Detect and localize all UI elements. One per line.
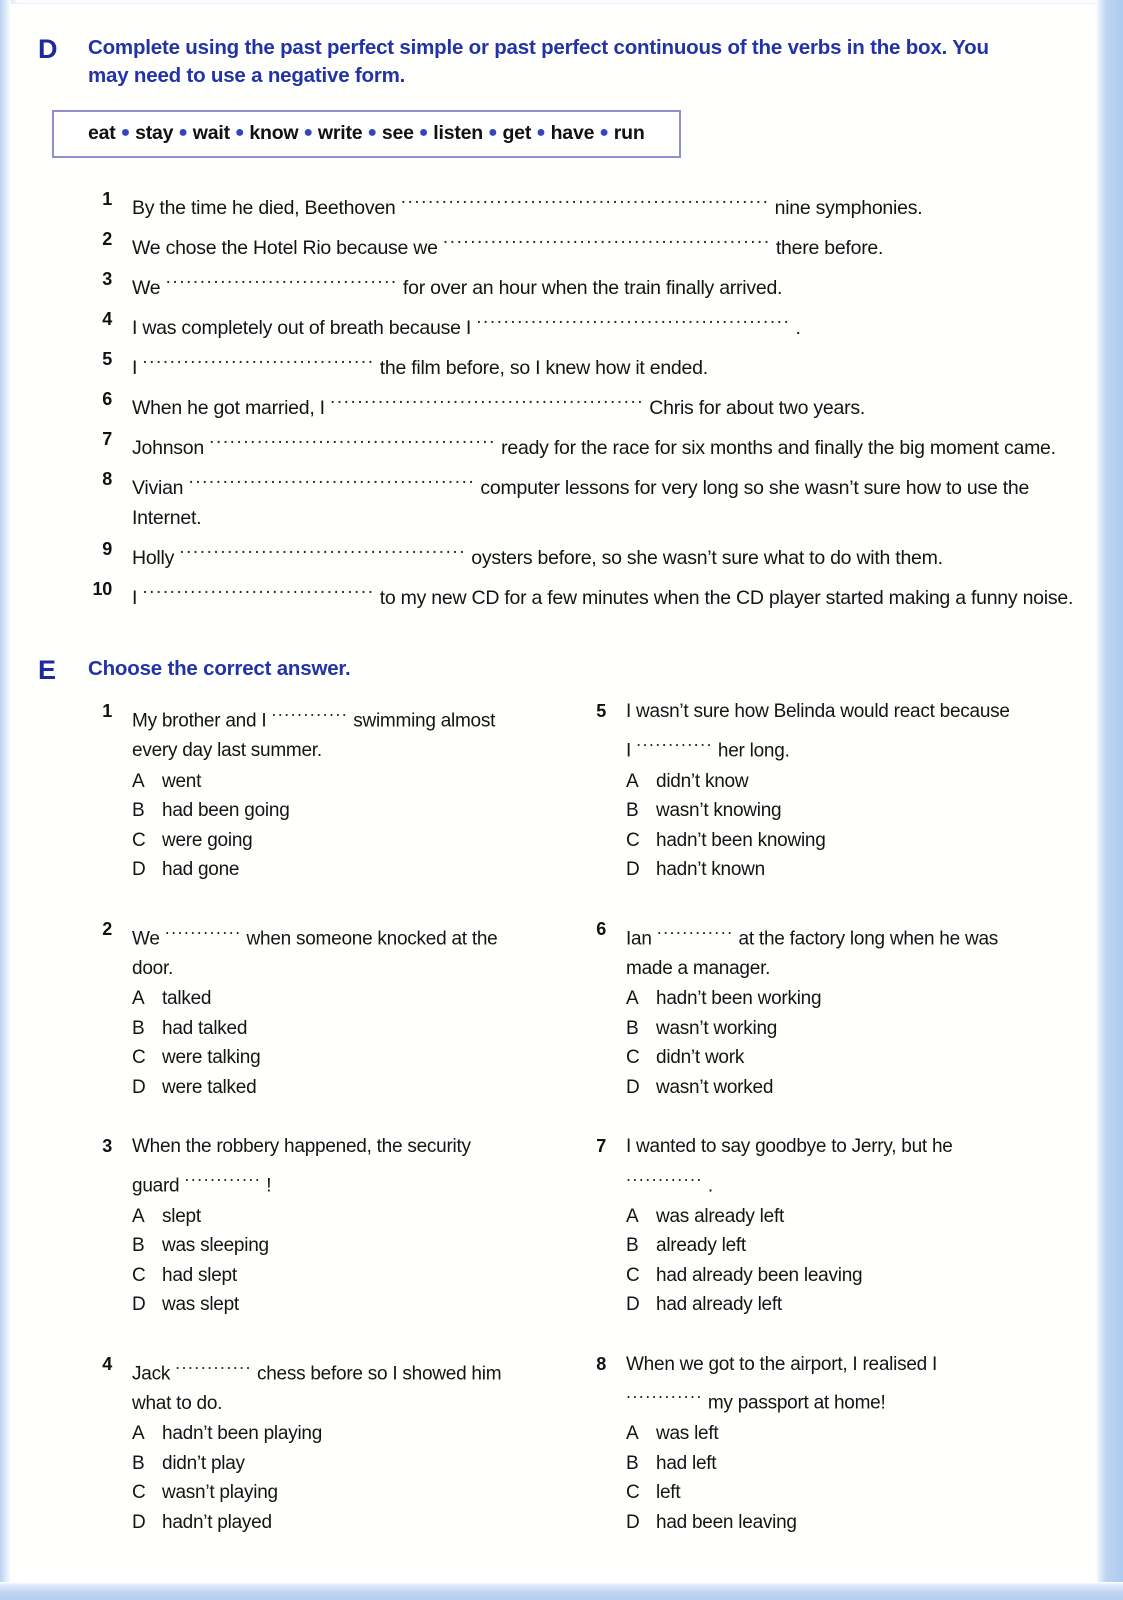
word-bank-separator-icon: ● <box>234 124 245 141</box>
item-number: 1 <box>102 189 112 209</box>
answer-blank[interactable]: .......................................... <box>209 427 496 448</box>
gap-fill-item <box>10 424 1096 463</box>
word-bank-item: see <box>381 122 414 144</box>
stem-text-after: when someone knocked at the door. <box>132 928 498 979</box>
mc-question <box>10 1132 510 1320</box>
item-text-before: By the time he died, Beethoven <box>132 197 401 219</box>
word-bank <box>52 110 681 158</box>
item-text-after: Chris for about two years. <box>644 397 865 419</box>
word-bank-separator-icon: ● <box>367 124 377 141</box>
page-left-edge <box>0 0 11 1600</box>
answer-blank[interactable]: ............ <box>175 1352 252 1373</box>
mc-option[interactable] <box>626 1014 1010 1044</box>
mc-option[interactable] <box>626 1290 1010 1320</box>
option-text: wasn’t working <box>656 1017 778 1039</box>
stem-text-before: When we got to the airport, I realised I <box>626 1353 938 1375</box>
option-letter: D <box>626 859 640 880</box>
item-number: 10 <box>92 579 112 599</box>
mc-question <box>510 1132 1010 1320</box>
mc-option[interactable] <box>626 1449 1010 1479</box>
word-bank-separator-icon: ● <box>488 124 498 141</box>
gap-fill-item <box>10 384 1096 423</box>
page-bottom-edge <box>0 1582 1123 1600</box>
option-text: hadn’t been playing <box>162 1423 323 1444</box>
mc-option[interactable] <box>626 1043 1010 1073</box>
option-text: wasn’t playing <box>162 1482 278 1503</box>
option-text: didn’t know <box>656 770 749 792</box>
question-stem <box>132 1350 510 1419</box>
option-letter: A <box>626 1423 639 1444</box>
question-stem <box>626 1350 1010 1419</box>
mc-option[interactable] <box>626 855 1010 885</box>
option-text: were talking <box>162 1047 261 1068</box>
item-number: 9 <box>102 539 112 559</box>
mc-question <box>510 915 1010 1103</box>
mc-option[interactable] <box>626 1073 1010 1103</box>
item-text-after: to my new CD for a few minutes when the CD player started making a funny noise. <box>374 587 1074 609</box>
gap-fill-item <box>10 224 1096 263</box>
stem-text-before: My brother and I <box>132 710 272 732</box>
stem-text-after: . <box>702 1175 713 1196</box>
word-bank-separator-icon: ● <box>536 124 546 141</box>
gap-fill-item <box>10 304 1096 343</box>
section-e-letter: E <box>38 655 56 685</box>
option-letter: C <box>626 1264 640 1286</box>
mc-option[interactable] <box>132 1508 510 1538</box>
option-text: wasn’t knowing <box>656 800 782 821</box>
answer-blank[interactable]: ............ <box>626 1164 703 1185</box>
option-letter: C <box>132 1264 146 1286</box>
mc-option[interactable] <box>132 796 510 826</box>
word-bank-item: know <box>249 122 299 144</box>
stem-text-before: We <box>132 928 165 949</box>
item-text-before: I was completely out of breath because I <box>132 317 477 339</box>
question-stem <box>626 1132 1010 1201</box>
option-text: didn’t work <box>656 1047 745 1068</box>
option-text: was slept <box>162 1294 239 1315</box>
stem-text-after: her long. <box>712 740 790 761</box>
paper-sheet <box>10 4 1096 1596</box>
word-bank-item: have <box>550 122 595 144</box>
item-text-before: Vivian <box>132 477 189 499</box>
mc-option[interactable] <box>132 1478 510 1508</box>
word-bank-separator-icon: ● <box>599 124 609 141</box>
option-letter: D <box>626 1294 640 1315</box>
mc-option[interactable] <box>626 1202 1010 1232</box>
item-text-after: . <box>790 317 801 339</box>
mc-question <box>10 1350 510 1538</box>
word-bank-item: get <box>502 122 532 144</box>
item-text-after: computer lessons for very long so she wasn’t sure how to use the Internet. <box>132 477 1030 529</box>
option-letter: C <box>132 829 146 851</box>
word-bank-item: wait <box>192 122 230 144</box>
option-text: wasn’t worked <box>656 1076 774 1098</box>
section-d-item-list <box>10 184 1096 613</box>
mc-question <box>510 697 1010 885</box>
item-number: 4 <box>102 309 112 329</box>
option-text: had already left <box>656 1294 782 1315</box>
section-d <box>10 34 1096 90</box>
item-text-before: Johnson <box>132 437 210 459</box>
word-bank-item: listen <box>433 122 483 144</box>
answer-blank[interactable]: .......................................... <box>188 467 476 488</box>
gap-fill-item <box>10 184 1096 223</box>
answer-blank[interactable]: ............ <box>271 700 349 720</box>
option-letter: D <box>132 1294 146 1315</box>
stem-text-after: swimming almost every day last summer. <box>132 710 496 761</box>
option-text: was already left <box>656 1205 785 1227</box>
item-text-after: oysters before, so she wasn’t sure what to do with them. <box>466 547 943 569</box>
mc-option[interactable] <box>132 1290 510 1320</box>
option-text: talked <box>162 988 212 1009</box>
option-letter: C <box>626 829 640 851</box>
answer-blank[interactable]: ............ <box>184 1164 262 1185</box>
option-text: had talked <box>162 1017 248 1039</box>
mc-question <box>510 1350 1010 1538</box>
mc-option[interactable] <box>626 796 1010 826</box>
answer-blank[interactable]: .................................. <box>142 347 375 368</box>
mc-option[interactable] <box>626 1261 1010 1291</box>
item-number: 8 <box>102 469 112 489</box>
item-text-before: We <box>132 277 166 299</box>
gap-fill-item <box>10 464 1096 533</box>
option-letter: D <box>132 1076 146 1098</box>
mc-option[interactable] <box>626 767 1010 797</box>
answer-blank[interactable]: .............................................. <box>330 387 645 408</box>
option-letter: A <box>132 770 145 792</box>
option-letter: B <box>626 1235 639 1256</box>
word-bank-separator-icon: ● <box>418 124 429 141</box>
worksheet-content <box>10 4 1096 1567</box>
question-stem <box>626 915 1010 984</box>
option-text: hadn’t played <box>162 1511 272 1533</box>
option-text: slept <box>162 1205 201 1227</box>
mc-option[interactable] <box>132 1202 510 1232</box>
item-number: 7 <box>102 429 112 449</box>
option-text: went <box>162 770 202 792</box>
page-right-edge <box>1096 0 1123 1600</box>
mc-option[interactable] <box>132 1043 510 1073</box>
item-number: 6 <box>102 389 112 409</box>
option-text: hadn’t been knowing <box>656 829 826 851</box>
option-text: didn’t play <box>162 1452 245 1474</box>
word-bank-item: eat <box>88 122 116 144</box>
mc-option[interactable] <box>132 855 510 885</box>
option-letter: B <box>626 1452 639 1474</box>
option-text: left <box>656 1482 681 1503</box>
question-number: 8 <box>596 1353 606 1374</box>
option-letter: C <box>626 1482 640 1503</box>
option-text: had already been leaving <box>656 1264 863 1286</box>
option-text: had gone <box>162 859 240 880</box>
question-number: 3 <box>102 1136 112 1156</box>
question-stem <box>132 697 510 766</box>
answer-blank[interactable]: .................................. <box>165 267 398 288</box>
item-text-after: for over an hour when the train finally arrived. <box>397 277 783 299</box>
item-number: 3 <box>102 269 112 289</box>
answer-blank[interactable]: ...................................................... <box>400 187 770 208</box>
question-number: 6 <box>596 918 606 939</box>
word-bank-separator-icon: ● <box>120 124 131 141</box>
word-bank-item: run <box>613 122 645 144</box>
item-text-after: ready for the race for six months and finally the big moment came. <box>495 437 1056 459</box>
mc-option[interactable] <box>132 984 510 1014</box>
gap-fill-item <box>10 574 1096 613</box>
stem-text-before: Ian <box>626 928 657 949</box>
mc-question <box>10 915 510 1103</box>
option-text: had been going <box>162 800 290 821</box>
option-letter: D <box>132 859 146 880</box>
question-number: 1 <box>102 701 112 721</box>
option-letter: B <box>132 1452 145 1474</box>
gap-fill-item <box>10 344 1096 383</box>
section-e-instruction: Choose the correct answer. <box>88 657 351 680</box>
mc-option[interactable] <box>132 1419 510 1449</box>
option-text: had left <box>656 1452 717 1474</box>
option-letter: B <box>132 1017 145 1039</box>
option-text: were talked <box>162 1076 257 1098</box>
answer-blank[interactable]: ............ <box>636 729 713 750</box>
option-letter: D <box>626 1511 640 1533</box>
mc-column-left <box>10 697 510 1567</box>
option-letter: A <box>626 1205 639 1227</box>
mc-option[interactable] <box>626 1419 1010 1449</box>
section-d-instruction: Complete using the past perfect simple or past perfect continuous of the verbs in the box. You may need to use a negative form. <box>88 36 989 87</box>
stem-text-before: I wanted to say goodbye to Jerry, but he <box>626 1136 953 1157</box>
option-letter: D <box>626 1076 640 1098</box>
answer-blank[interactable]: ................................................ <box>442 227 771 248</box>
option-letter: B <box>626 1017 639 1039</box>
option-letter: C <box>626 1047 640 1068</box>
item-text-before: I <box>132 587 143 609</box>
mc-option[interactable] <box>626 826 1010 856</box>
stem-text-before: I wasn’t sure how Belinda would react because I <box>626 701 1010 761</box>
mc-column-right <box>510 697 1010 1567</box>
word-bank-item: write <box>317 122 363 144</box>
option-text: was left <box>656 1423 719 1444</box>
answer-blank[interactable]: .......................................... <box>179 537 467 558</box>
section-d-letter: D <box>38 34 57 64</box>
question-stem <box>132 915 510 984</box>
question-number: 4 <box>102 1353 112 1374</box>
option-text: had been leaving <box>656 1511 797 1533</box>
mc-option[interactable] <box>626 984 1010 1014</box>
stem-text-before: Jack <box>132 1363 176 1384</box>
item-text-before: I <box>132 357 143 379</box>
gap-fill-item <box>10 534 1096 573</box>
mc-option[interactable] <box>132 1261 510 1291</box>
item-text-after: nine symphonies. <box>769 197 923 219</box>
mc-option[interactable] <box>132 767 510 797</box>
option-letter: A <box>626 988 639 1009</box>
option-letter: A <box>626 770 639 792</box>
stem-text-after: at the factory long when he was made a manager. <box>626 928 999 979</box>
option-text: had slept <box>162 1264 237 1286</box>
question-number: 5 <box>596 701 606 721</box>
question-stem <box>626 697 1010 766</box>
option-letter: B <box>132 800 145 821</box>
option-letter: D <box>132 1511 146 1533</box>
question-number: 2 <box>102 918 112 939</box>
option-letter: C <box>132 1482 146 1503</box>
mc-question <box>10 697 510 885</box>
answer-blank[interactable]: .............................................. <box>476 307 791 328</box>
option-letter: B <box>626 800 639 821</box>
answer-blank[interactable]: ............ <box>626 1382 703 1402</box>
item-text-after: there before. <box>770 237 884 259</box>
item-text-before: When he got married, I <box>132 397 331 419</box>
word-bank-separator-icon: ● <box>303 124 313 141</box>
word-bank-item: stay <box>135 122 174 144</box>
word-bank-separator-icon: ● <box>178 124 188 141</box>
option-text: was sleeping <box>162 1235 269 1256</box>
option-text: already left <box>656 1235 746 1256</box>
item-text-before: Holly <box>132 547 180 569</box>
section-e <box>10 655 1096 683</box>
mc-option[interactable] <box>132 1231 510 1261</box>
answer-blank[interactable]: ............ <box>656 917 734 938</box>
answer-blank[interactable]: ............ <box>164 917 242 938</box>
option-text: hadn’t been working <box>656 988 822 1009</box>
mc-option[interactable] <box>132 1014 510 1044</box>
stem-text-before: When the robbery happened, the security guard <box>132 1136 471 1196</box>
item-number: 5 <box>102 349 112 369</box>
item-text-after: the film before, so I knew how it ended. <box>374 357 708 379</box>
option-letter: A <box>132 1205 145 1227</box>
multiple-choice-grid <box>10 697 1010 1567</box>
mc-option[interactable] <box>132 1073 510 1103</box>
option-text: were going <box>162 829 253 851</box>
word-bank-container <box>10 110 1096 158</box>
mc-option[interactable] <box>626 1478 1010 1508</box>
question-number: 7 <box>596 1136 606 1156</box>
item-number: 2 <box>102 229 112 249</box>
mc-option[interactable] <box>132 826 510 856</box>
mc-option[interactable] <box>626 1508 1010 1538</box>
item-text-before: We chose the Hotel Rio because we <box>132 237 443 259</box>
option-text: hadn’t known <box>656 859 765 880</box>
question-stem <box>132 1132 510 1201</box>
mc-option[interactable] <box>132 1449 510 1479</box>
option-letter: A <box>132 1423 145 1444</box>
stem-text-after: ! <box>261 1175 272 1196</box>
stem-text-after: chess before so I showed him what to do. <box>132 1363 502 1414</box>
stem-text-after: my passport at home! <box>702 1392 886 1414</box>
gap-fill-item <box>10 264 1096 303</box>
option-letter: C <box>132 1047 146 1068</box>
option-letter: B <box>132 1235 145 1256</box>
answer-blank[interactable]: .................................. <box>142 577 375 598</box>
mc-option[interactable] <box>626 1231 1010 1261</box>
option-letter: A <box>132 988 145 1009</box>
